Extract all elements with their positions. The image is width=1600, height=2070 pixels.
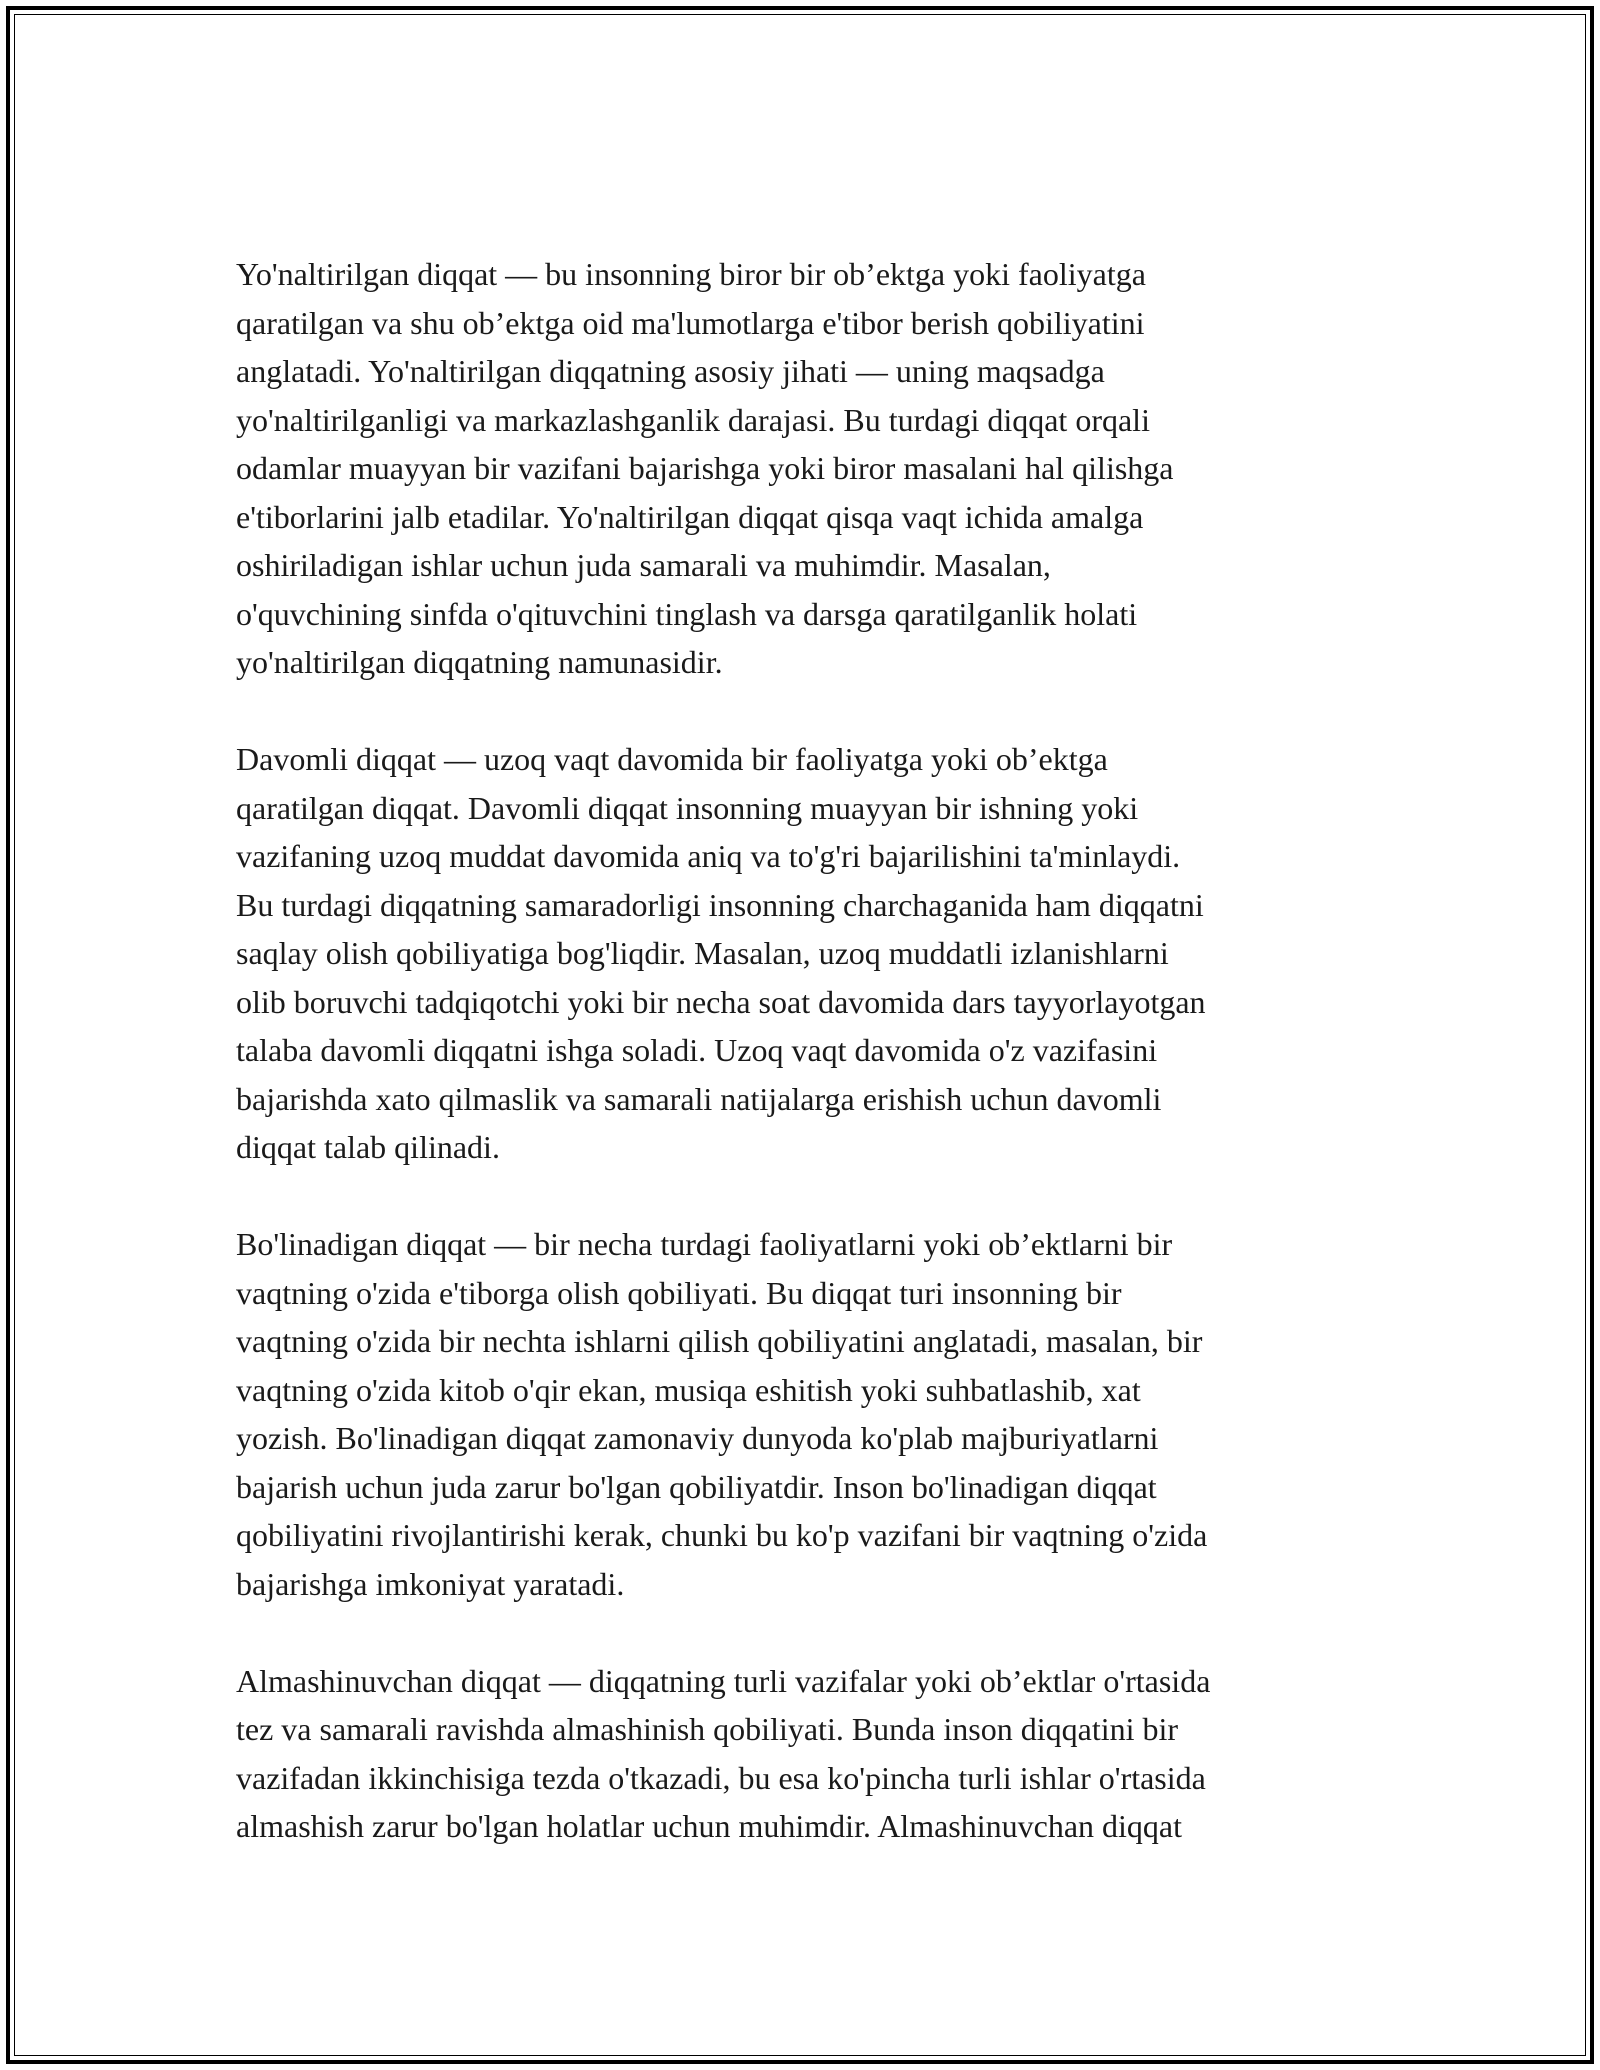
paragraph-sustained-attention: Davomli diqqat — uzoq vaqt davomida bir faoliyatga yoki ob’ektga qaratilgan diqqat. Davomli diqqat insonning muayyan bir ishning yoki vazifaning uzoq muddat davomida aniq va to'g'ri bajarilishini ta'minlaydi. Bu turdagi diqqatning samaradorligi insonning charchaganida ham diqqatni saqlay olish qobiliyatiga bog'liqdir. Masalan, uzoq muddatli izlanishlarni olib boruvchi tadqiqotchi yoki bir necha soat davomida dars tayyorlayotgan talaba davomli diqqatni ishga soladi. Uzoq vaqt davomida o'z vazifasini bajarishda xato qilmaslik va samarali natijalarga erishish uchun davomli diqqat talab qilinadi. [236, 741, 1206, 1165]
paragraph-divided-attention: Bo'linadigan diqqat — bir necha turdagi faoliyatlarni yoki ob’ektlarni bir vaqtning o'zida e'tiborga olish qobiliyati. Bu diqqat turi insonning bir vaqtning o'zida bir nechta ishlarni qilish qobiliyatini anglatadi, masalan, bir vaqtning o'zida kitob o'qir ekan, musiqa eshitish yoki suhbatlashib, xat yozish. Bo'linadigan diqqat zamonaviy dunyoda ko'plab majburiyatlarni bajarish uchun juda zarur bo'lgan qobiliyatdir. Inson bo'linadigan diqqat qobiliyatini rivojlantirishi kerak, chunki bu ko'p vazifani bir vaqtning o'zida bajarishga imkoniyat yaratadi. [236, 1226, 1208, 1602]
document-body [236, 250, 1366, 1851]
paragraph-alternating-attention: Almashinuvchan diqqat — diqqatning turli vazifalar yoki ob’ektlar o'rtasida tez va samarali ravishda almashinish qobiliyati. Bunda inson diqqatini bir vazifadan ikkinchisiga tezda o'tkazadi, bu esa ko'pincha turli ishlar o'rtasida almashish zarur bo'lgan holatlar uchun muhimdir. Almashinuvchan diqqat [236, 1662, 1211, 1844]
paragraph-directed-attention: Yo'naltirilgan diqqat — bu insonning biror bir ob’ektga yoki faoliyatga qaratilgan va shu ob’ektga oid ma'lumotlarga e'tibor berish qobiliyatini anglatadi. Yo'naltirilgan diqqatning asosiy jihati — uning maqsadga yo'naltirilganligi va markazlashganlik darajasi. Bu turdagi diqqat orqali odamlar muayyan bir vazifani bajarishga yoki biror masalani hal qilishga e'tiborlarini jalb etadilar. Yo'naltirilgan diqqat qisqa vaqt ichida amalga oshiriladigan ishlar uchun juda samarali va muhimdir. Masalan, o'quvchining sinfda o'qituvchini tinglash va darsga qaratilganlik holati yo'naltirilgan diqqatning namunasidir. [236, 256, 1174, 680]
